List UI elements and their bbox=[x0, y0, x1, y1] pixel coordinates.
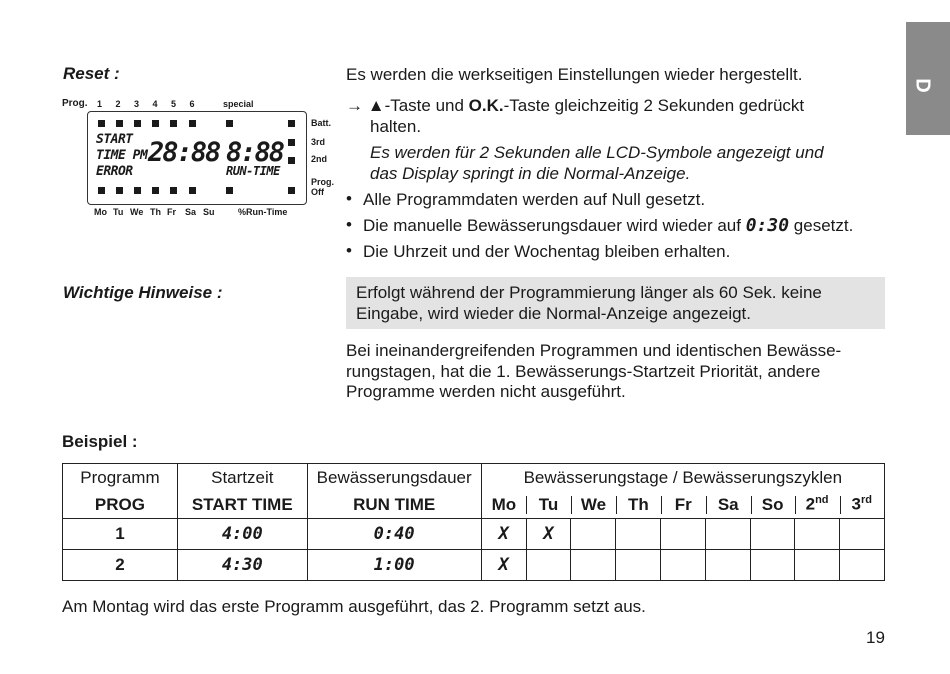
header-days: Bewässerungstage / Bewässerungszyklen bbox=[481, 464, 884, 492]
row-run-time: 1:00 bbox=[307, 550, 481, 581]
lcd-indicator-square bbox=[116, 120, 123, 127]
hint-para-line1: Bei ineinandergreifenden Programmen und identischen Bewässe- bbox=[346, 341, 842, 360]
header-day bbox=[795, 491, 840, 519]
row-day-mark bbox=[661, 550, 706, 581]
lcd-prog-number: 6 bbox=[189, 99, 195, 109]
lcd-indicator-square bbox=[226, 120, 233, 127]
lcd-indicator-square bbox=[152, 187, 159, 194]
header-day bbox=[706, 491, 751, 519]
lcd-prog-number: 1 bbox=[97, 99, 103, 109]
bullet-item bbox=[363, 241, 730, 262]
row-day-mark bbox=[526, 550, 571, 581]
row-day-mark bbox=[706, 519, 751, 550]
lcd-indicator-square bbox=[189, 120, 196, 127]
header-day bbox=[616, 491, 661, 519]
lcd-indicator-square bbox=[189, 187, 196, 194]
reset-note-line2: das Display springt in die Normal-Anzeige. bbox=[370, 164, 691, 183]
row-day-mark bbox=[840, 519, 885, 550]
lcd-day-label: Su bbox=[203, 207, 215, 217]
lcd-indicator-square bbox=[170, 187, 177, 194]
header-start: Startzeit bbox=[177, 464, 307, 492]
day-label: We bbox=[580, 494, 607, 514]
lcd-indicator-square bbox=[288, 139, 295, 146]
bullet-text: Die Uhrzeit und der Wochentag bleiben erhalten. bbox=[363, 242, 731, 261]
reset-intro: Es werden die werkseitigen Einstellungen wieder hergestellt. bbox=[346, 65, 803, 84]
row-day-mark bbox=[795, 519, 840, 550]
header-start-time: START TIME bbox=[177, 491, 307, 519]
hint-para-line2: rungstagen, hat die 1. Bewässerungs-Startzeit Priorität, andere bbox=[346, 362, 821, 381]
lcd-prog-off-label-1: Prog. bbox=[311, 177, 335, 187]
triangle-up-icon: ▲ bbox=[367, 96, 385, 115]
ok-key: O.K. bbox=[468, 96, 504, 115]
lcd-run-time: RUN-TIME bbox=[226, 164, 280, 178]
bullet-icon: • bbox=[346, 215, 352, 234]
lcd-display bbox=[87, 111, 307, 205]
lcd-prog-label: Prog. bbox=[62, 98, 88, 109]
reset-label: Reset : bbox=[63, 64, 120, 83]
hint-box-line2: Eingabe, wird wieder die Normal-Anzeige angezeigt. bbox=[356, 304, 751, 323]
reset-step bbox=[346, 95, 804, 116]
example-footer: Am Montag wird das erste Programm ausgeführt, das 2. Programm setzt aus. bbox=[62, 597, 646, 616]
segment-value: 0:30 bbox=[745, 215, 790, 236]
lcd-time-pm: TIME PM bbox=[96, 148, 148, 163]
row-prog: 2 bbox=[63, 550, 178, 581]
row-day-mark bbox=[751, 550, 795, 581]
header-duration: Bewässerungsdauer bbox=[307, 464, 481, 492]
lcd-run-time-pct: %Run-Time bbox=[238, 207, 288, 217]
reset-note-line1: Es werden für 2 Sekunden alle LCD-Symbole angezeigt und bbox=[370, 143, 824, 162]
lcd-day-label: Fr bbox=[167, 207, 176, 217]
bullet-text: Alle Programmdaten werden auf Null gesetzt. bbox=[363, 190, 706, 209]
lcd-indicator-square bbox=[288, 120, 295, 127]
row-start-time: 4:00 bbox=[177, 519, 307, 550]
day-label: Th bbox=[627, 494, 649, 514]
row-run-time: 0:40 bbox=[307, 519, 481, 550]
lcd-prog-number: 3 bbox=[134, 99, 140, 109]
header-day bbox=[481, 491, 526, 519]
header-day bbox=[526, 491, 571, 519]
row-day-mark: X bbox=[481, 550, 526, 581]
bullet-text: Die manuelle Bewässerungsdauer wird wieder auf bbox=[363, 216, 746, 235]
bullet-icon: • bbox=[346, 189, 352, 208]
day-suffix: nd bbox=[815, 494, 829, 507]
day-label: Mo bbox=[491, 494, 517, 514]
lcd-indicator-square bbox=[288, 187, 295, 194]
header-run-time: RUN TIME bbox=[307, 491, 481, 519]
row-day-mark bbox=[706, 550, 751, 581]
lcd-3rd-label: 3rd bbox=[311, 137, 326, 147]
row-day-mark bbox=[661, 519, 706, 550]
header-day bbox=[840, 491, 885, 519]
hint-box-line1: Erfolgt während der Programmierung länger als 60 Sek. keine bbox=[356, 283, 822, 302]
lcd-indicator-square bbox=[170, 120, 177, 127]
lcd-prog-number: 5 bbox=[171, 99, 177, 109]
lcd-indicator-square bbox=[226, 187, 233, 194]
table-header-row-bottom bbox=[63, 491, 885, 519]
lcd-day-label: Sa bbox=[185, 207, 197, 217]
bullet-item bbox=[363, 215, 853, 236]
day-label: 2 bbox=[805, 494, 816, 514]
row-day-mark bbox=[751, 519, 795, 550]
lcd-day-label: We bbox=[130, 207, 144, 217]
lcd-2nd-label: 2nd bbox=[311, 154, 328, 164]
header-day bbox=[571, 491, 616, 519]
step-text-3: halten. bbox=[370, 117, 422, 136]
row-day-mark bbox=[571, 519, 616, 550]
row-day-mark bbox=[616, 519, 661, 550]
header-prog: PROG bbox=[63, 491, 178, 519]
lcd-prog-number: 4 bbox=[152, 99, 158, 109]
row-prog: 1 bbox=[63, 519, 178, 550]
step-text-2: -Taste gleichzeitig 2 Sekunden gedrückt bbox=[503, 96, 805, 115]
lcd-day-label: Mo bbox=[94, 207, 107, 217]
day-label: Tu bbox=[538, 494, 559, 514]
lcd-error: ERROR bbox=[96, 164, 133, 179]
bullet-text-end: gesetzt. bbox=[789, 216, 854, 235]
lcd-indicator-square bbox=[134, 120, 141, 127]
hints-label: Wichtige Hinweise : bbox=[63, 283, 223, 302]
day-suffix: rd bbox=[860, 494, 872, 507]
lcd-indicator-square bbox=[98, 120, 105, 127]
table-header-row-top bbox=[63, 464, 885, 492]
page-number: 19 bbox=[866, 628, 885, 647]
lcd-batt-label: Batt. bbox=[311, 118, 331, 128]
arrow-icon: → bbox=[346, 96, 363, 115]
language-tab bbox=[906, 22, 950, 135]
header-day bbox=[661, 491, 706, 519]
lcd-indicator-square bbox=[288, 157, 295, 164]
bullet-item bbox=[363, 189, 705, 210]
row-day-mark bbox=[571, 550, 616, 581]
day-label: Sa bbox=[717, 494, 739, 514]
lcd-start: START bbox=[96, 132, 133, 147]
header-program: Programm bbox=[63, 464, 178, 492]
lcd-indicator-square bbox=[134, 187, 141, 194]
lcd-indicator-square bbox=[98, 187, 105, 194]
lcd-small-time: 8:88 bbox=[226, 137, 284, 168]
header-day bbox=[751, 491, 795, 519]
row-start-time: 4:30 bbox=[177, 550, 307, 581]
table-row bbox=[63, 519, 885, 550]
example-label: Beispiel : bbox=[62, 432, 138, 451]
lcd-indicator-square bbox=[116, 187, 123, 194]
lcd-day-label: Th bbox=[150, 207, 161, 217]
row-day-mark bbox=[840, 550, 885, 581]
bullet-icon: • bbox=[346, 241, 352, 260]
step-text-1: -Taste und bbox=[384, 96, 469, 115]
hint-para-line3: Programme werden nicht ausgeführt. bbox=[346, 382, 626, 401]
row-day-mark: X bbox=[526, 519, 571, 550]
lcd-indicator-square bbox=[152, 120, 159, 127]
table-row bbox=[63, 550, 885, 581]
row-day-mark: X bbox=[481, 519, 526, 550]
lcd-big-time: 28:88 bbox=[148, 137, 220, 168]
day-label: Fr bbox=[674, 494, 692, 514]
row-day-mark bbox=[616, 550, 661, 581]
lcd-prog-number: 2 bbox=[115, 99, 121, 109]
lcd-day-label: Tu bbox=[113, 207, 124, 217]
row-day-mark bbox=[795, 550, 840, 581]
lcd-special-label: special bbox=[223, 99, 254, 109]
lcd-prog-off-label-2: Off bbox=[311, 187, 324, 197]
example-table bbox=[62, 463, 885, 581]
day-label: 3 bbox=[851, 494, 861, 514]
language-tab-letter: D bbox=[911, 78, 934, 93]
day-label: So bbox=[761, 494, 784, 514]
